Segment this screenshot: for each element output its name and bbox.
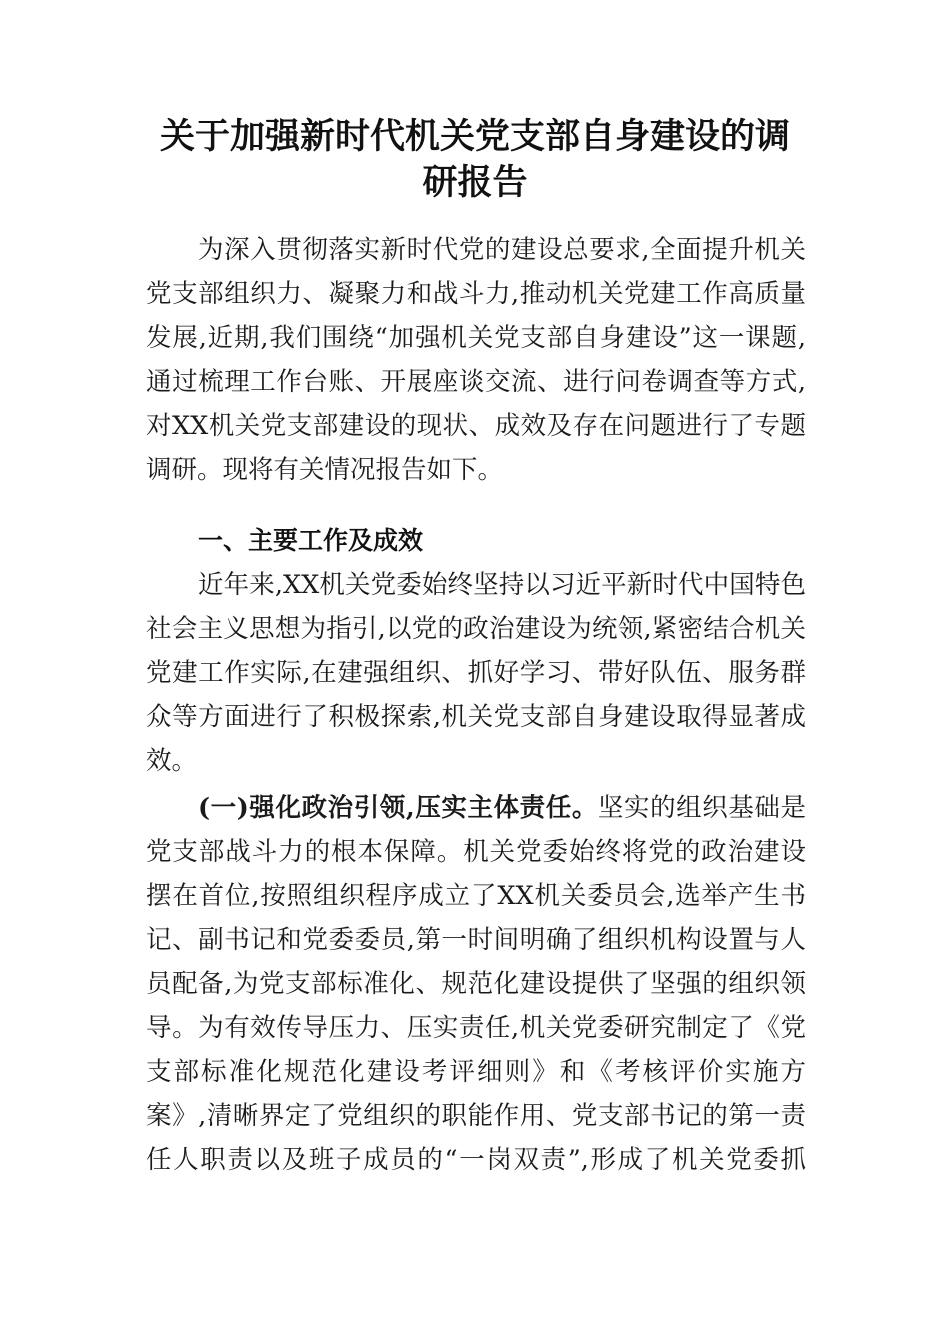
section1-line-2: 社会主义思想为指引,以党的政治建设为统领,紧密结合机关: [146, 614, 806, 644]
section1-line-4: 众等方面进行了积极探索,机关党支部自身建设取得显著成: [146, 702, 806, 732]
intro-line-5: 对XX机关党支部建设的现状、成效及存在问题进行了专题: [146, 411, 806, 441]
document-title-line-1: 关于加强新时代机关党支部自身建设的调: [159, 116, 790, 157]
intro-line-1: 为深入贯彻落实新时代党的建设总要求,全面提升机关: [198, 235, 806, 265]
intro-line-3: 发展,近期,我们围绕“加强机关党支部自身建设”这一课题,: [146, 323, 806, 353]
subsection1-title: (一)强化政治引领,压实主体责任。: [198, 793, 598, 823]
intro-line-4: 通过梳理工作台账、开展座谈交流、进行问卷调查等方式,: [146, 367, 806, 397]
subsection1-line-6: 导。为有效传导压力、压实责任,机关党委研究制定了《党: [146, 1013, 806, 1043]
section1-line-1: 近年来,XX机关党委始终坚持以习近平新时代中国特色: [198, 570, 806, 600]
subsection1-line-4: 记、副书记和党委委员,第一时间明确了组织机构设置与人: [146, 925, 806, 955]
section1-line-5: 效。: [146, 746, 198, 776]
document-title-line-2: 研报告: [422, 162, 528, 203]
section-heading-1: 一、主要工作及成效: [198, 526, 424, 555]
subsection1-line-2: 党支部战斗力的根本保障。机关党委始终将党的政治建设: [146, 837, 806, 867]
subsection1-line-7: 支部标准化规范化建设考评细则》和《考核评价实施方: [146, 1057, 806, 1087]
intro-line-6: 调研。现将有关情况报告如下。: [146, 455, 504, 485]
subsection1-line-9: 任人职责以及班子成员的“一岗双责”,形成了机关党委抓: [146, 1145, 806, 1175]
section1-line-3: 党建工作实际,在建强组织、抓好学习、带好队伍、服务群: [146, 658, 806, 688]
subsection1-line-5: 员配备,为党支部标准化、规范化建设提供了坚强的组织领: [146, 969, 806, 999]
subsection1-line-8: 案》,清晰界定了党组织的职能作用、党支部书记的第一责: [146, 1101, 806, 1131]
subsection1-first-line: [198, 786, 806, 830]
subsection1-line-3: 摆在首位,按照组织程序成立了XX机关委员会,选举产生书: [146, 881, 806, 911]
subsection1-first-line-rest: 坚实的组织基础是: [597, 793, 806, 823]
intro-line-2: 党支部组织力、凝聚力和战斗力,推动机关党建工作高质量: [146, 279, 806, 309]
